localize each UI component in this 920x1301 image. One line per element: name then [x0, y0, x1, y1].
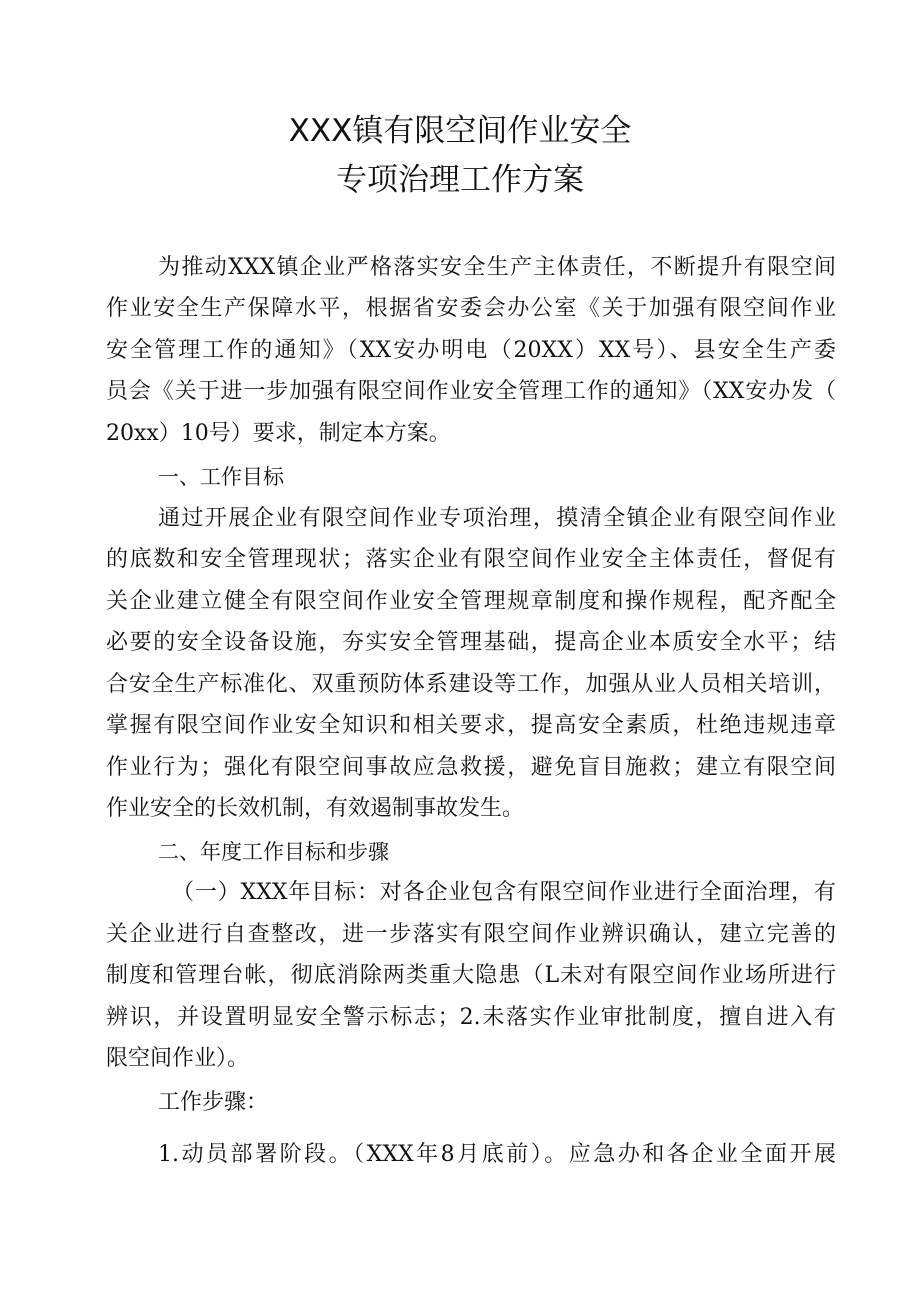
- section2-line: 关企业进行自查整改，进一步落实有限空间作业辨识确认，建立完善的: [106, 922, 836, 947]
- section1-line: 必要的安全设备设施，夯实安全管理基础，提高企业本质安全水平；结: [106, 630, 836, 655]
- steps-label: 工作步骤：: [158, 1090, 269, 1115]
- section1-line: 合安全生产标准化、双重预防体系建设等工作，加强从业人员相关培训，: [106, 672, 836, 697]
- section-heading-goals: 一、工作目标: [158, 465, 284, 489]
- section2-line: 制度和管理台帐，彻底消除两类重大隐患（L未对有限空间作业场所进行: [106, 963, 836, 988]
- intro-line: 为推动XXX镇企业严格落实安全生产主体责任，不断提升有限空间: [158, 255, 836, 280]
- step-1-line: 1.动员部署阶段。（XXX年8月底前）。应急办和各企业全面开展: [158, 1142, 836, 1167]
- section1-line: 掌握有限空间作业安全知识和相关要求，提高安全素质，杜绝违规违章: [106, 713, 836, 738]
- document-title-line-1: XXX镇有限空间作业安全: [288, 113, 632, 149]
- section2-line: （一）XXX年目标：对各企业包含有限空间作业进行全面治理，有: [172, 880, 836, 905]
- section2-line: 限空间作业）。: [106, 1046, 250, 1071]
- intro-line: 作业安全生产保障水平，根据省安委会办公室《关于加强有限空间作业: [106, 296, 836, 321]
- section2-line: 辨识，并设置明显安全警示标志；2.未落实作业审批制度，擅自进入有: [106, 1005, 836, 1030]
- section1-line: 通过开展企业有限空间作业专项治理，摸清全镇企业有限空间作业: [158, 506, 836, 531]
- section-heading-annual-goals: 二、年度工作目标和步骤: [158, 840, 389, 864]
- intro-line: 20xx）10号）要求，制定本方案。: [106, 421, 451, 446]
- section1-line: 作业行为；强化有限空间事故应急救援，避免盲目施救；建立有限空间: [106, 755, 836, 780]
- section1-line: 的底数和安全管理现状；落实企业有限空间作业安全主体责任，督促有: [106, 547, 836, 572]
- intro-line: 安全管理工作的通知》（XX安办明电（20XX）XX号）、县安全生产委: [106, 338, 836, 363]
- document-title-line-2: 专项治理工作方案: [336, 162, 584, 198]
- section1-line: 关企业建立健全有限空间作业安全管理规章制度和操作规程，配齐配全: [106, 589, 836, 614]
- intro-line: 员会《关于进一步加强有限空间作业安全管理工作的通知》（XX安办发（: [106, 379, 836, 404]
- section1-line: 作业安全的长效机制，有效遏制事故发生。: [106, 796, 525, 821]
